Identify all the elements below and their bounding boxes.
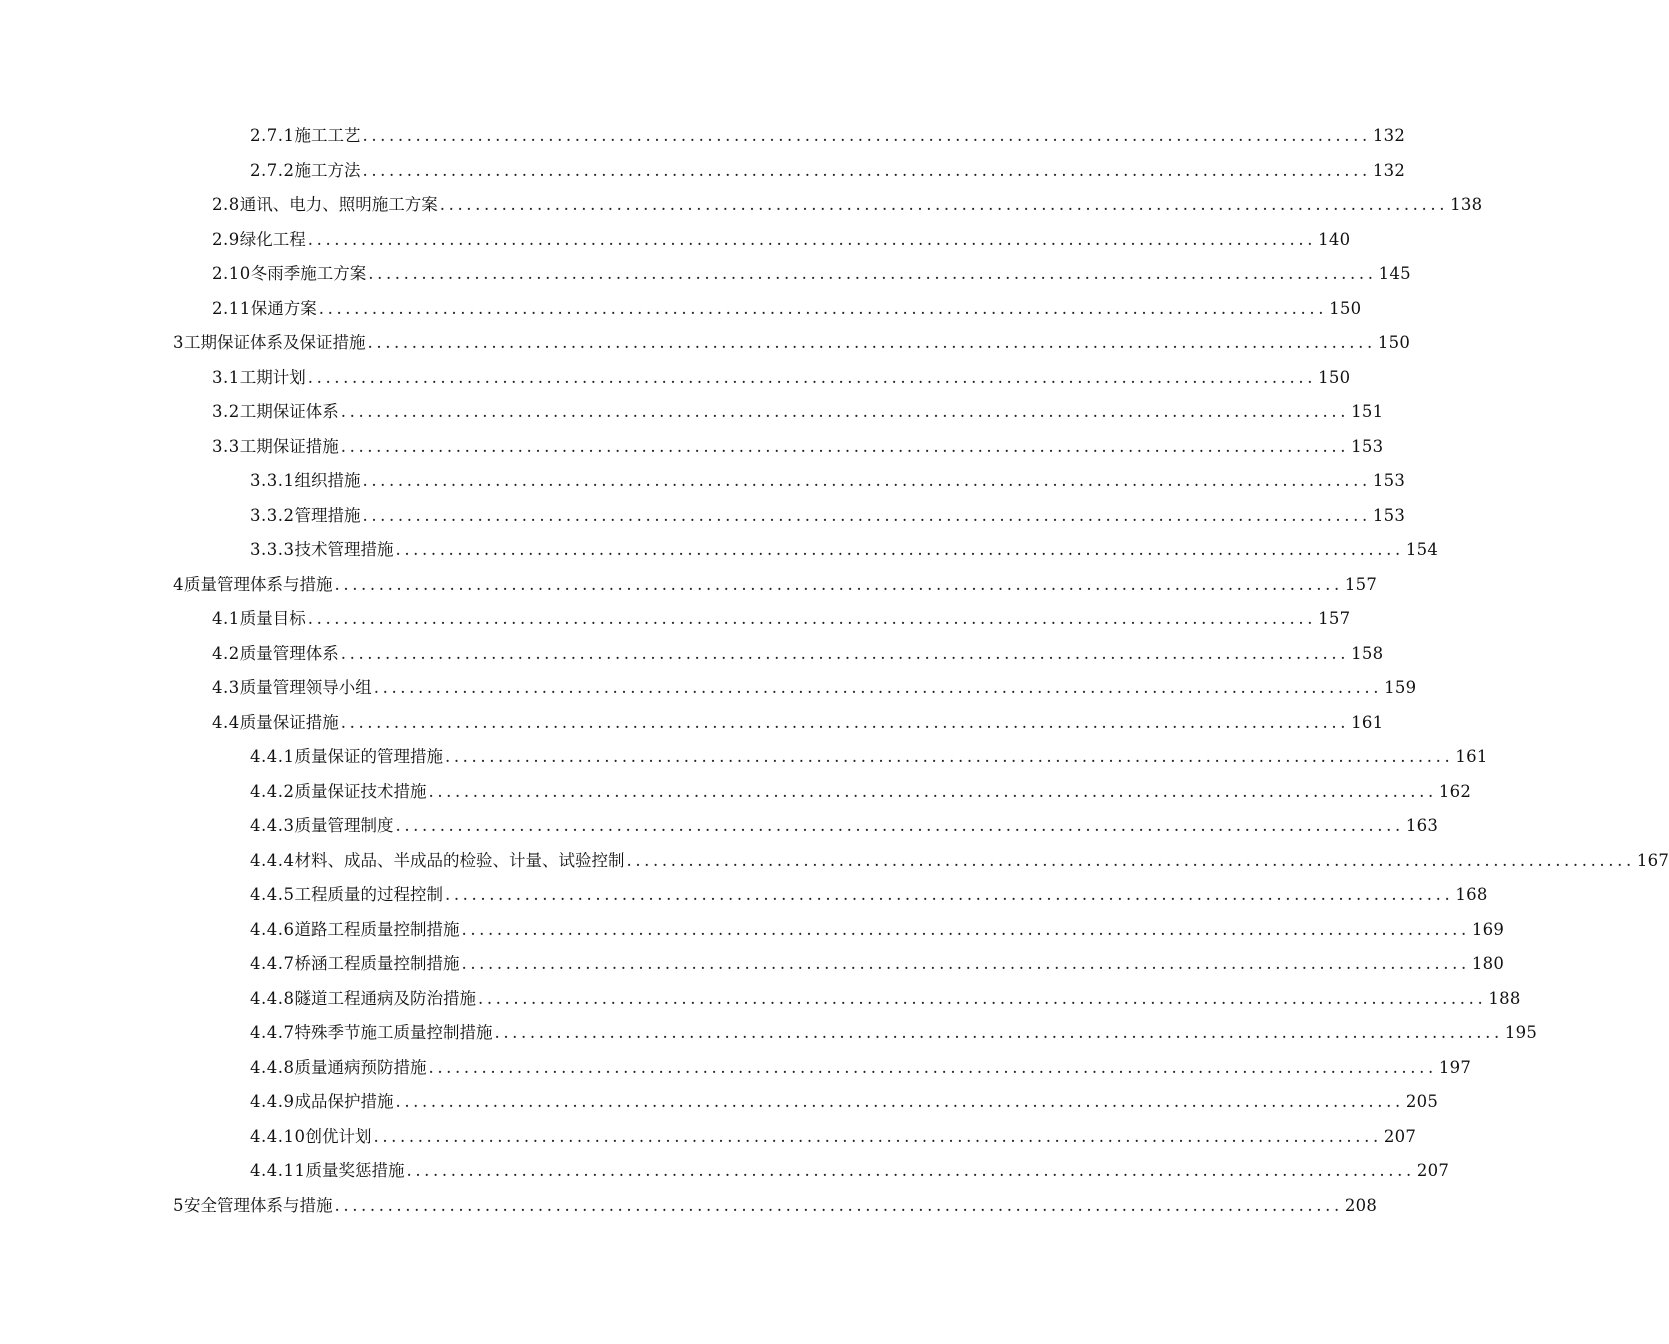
entry-page-number: 132 — [1372, 126, 1406, 145]
toc-entry[interactable] — [212, 363, 1351, 393]
entry-page-number: 153 — [1372, 506, 1406, 525]
entry-title: 材料、成品、半成品的检验、计量、试验控制 — [294, 851, 625, 870]
entry-page-number: 168 — [1455, 885, 1488, 904]
dot-leader: .................................................................................................................. — [318, 299, 1328, 318]
entry-title: 创优计划 — [305, 1127, 372, 1146]
entry-page-number: 140 — [1318, 230, 1351, 249]
dot-leader: .................................................................................................................. — [373, 1127, 1382, 1146]
entry-number: 4.3 — [212, 678, 240, 697]
entry-page-number: 157 — [1344, 575, 1378, 594]
toc-entry[interactable] — [173, 570, 1378, 600]
toc-entry[interactable] — [250, 1156, 1450, 1186]
entry-page-number: 205 — [1405, 1092, 1439, 1111]
entry-page-number: 132 — [1372, 161, 1406, 180]
toc-entry[interactable] — [250, 121, 1406, 151]
toc-entry[interactable] — [250, 1087, 1439, 1117]
entry-title: 特殊季节施工质量控制措施 — [294, 1023, 493, 1042]
toc-entry[interactable] — [212, 708, 1384, 738]
dot-leader: .................................................................................................................. — [362, 161, 1371, 180]
toc-entry[interactable] — [250, 1122, 1417, 1152]
entry-title: 管理措施 — [294, 506, 361, 525]
entry-page-number: 167 — [1636, 851, 1669, 870]
entry-page-number: 162 — [1438, 782, 1472, 801]
entry-title: 施工工艺 — [294, 126, 361, 145]
entry-page-number: 150 — [1318, 368, 1351, 387]
entry-number: 2.11 — [212, 299, 251, 318]
dot-leader: .................................................................................................................. — [373, 678, 1383, 697]
entry-page-number: 159 — [1384, 678, 1417, 697]
toc-entry[interactable] — [173, 328, 1411, 358]
entry-title: 工期计划 — [239, 368, 306, 387]
toc-entry[interactable] — [212, 432, 1384, 462]
toc-entry[interactable] — [212, 397, 1384, 427]
toc-entry[interactable] — [250, 156, 1406, 186]
toc-entry[interactable] — [212, 673, 1417, 703]
entry-page-number: 197 — [1438, 1058, 1472, 1077]
entry-title: 隧道工程通病及防治措施 — [294, 989, 476, 1008]
dot-leader: .................................................................................................................. — [444, 747, 1454, 766]
entry-number: 5 — [173, 1196, 184, 1215]
entry-title: 质量通病预防措施 — [294, 1058, 427, 1077]
toc-entry[interactable] — [250, 846, 1669, 876]
toc-entry[interactable] — [212, 604, 1351, 634]
entry-title: 通讯、电力、照明施工方案 — [239, 195, 438, 214]
entry-title: 成品保护措施 — [294, 1092, 394, 1111]
entry-page-number: 154 — [1405, 540, 1439, 559]
toc-entry[interactable] — [250, 811, 1439, 841]
dot-leader: .................................................................................................................. — [439, 195, 1449, 214]
entry-page-number: 207 — [1383, 1127, 1417, 1146]
toc-entry[interactable] — [212, 639, 1384, 669]
toc-entry[interactable] — [250, 742, 1488, 772]
entry-title: 工期保证体系及保证措施 — [184, 333, 366, 352]
dot-leader: .................................................................................................................. — [395, 1092, 1404, 1111]
toc-entry[interactable] — [212, 259, 1411, 289]
entry-page-number: 208 — [1344, 1196, 1378, 1215]
toc-entry[interactable] — [250, 915, 1505, 945]
entry-number: 2.10 — [212, 264, 251, 283]
entry-title: 质量保证的管理措施 — [294, 747, 443, 766]
entry-page-number: 150 — [1377, 333, 1411, 352]
entry-title: 技术管理措施 — [294, 540, 394, 559]
toc-entry[interactable] — [250, 949, 1505, 979]
entry-number: 4.1 — [212, 609, 240, 628]
entry-page-number: 163 — [1405, 816, 1439, 835]
entry-page-number: 158 — [1351, 644, 1384, 663]
entry-number: 3.3.3 — [250, 540, 295, 559]
toc-entry[interactable] — [212, 225, 1351, 255]
dot-leader: .................................................................................................................. — [307, 230, 1317, 249]
entry-page-number: 153 — [1372, 471, 1406, 490]
entry-number: 4.4.4 — [250, 851, 295, 870]
dot-leader: .................................................................................................................. — [307, 368, 1317, 387]
entry-number: 4.4.7 — [250, 1023, 295, 1042]
toc-entry[interactable] — [250, 984, 1521, 1014]
entry-number: 4.4.5 — [250, 885, 295, 904]
entry-number: 4.4.10 — [250, 1127, 306, 1146]
entry-number: 4.4.11 — [250, 1161, 306, 1180]
entry-number: 4.4.1 — [250, 747, 295, 766]
entry-number: 4.4.6 — [250, 920, 295, 939]
entry-number: 4.4.3 — [250, 816, 295, 835]
entry-title: 质量管理制度 — [294, 816, 394, 835]
entry-number: 4 — [173, 575, 184, 594]
entry-title: 道路工程质量控制措施 — [294, 920, 460, 939]
dot-leader: .................................................................................................................. — [362, 471, 1371, 490]
dot-leader: .................................................................................................................. — [334, 1196, 1343, 1215]
toc-entry[interactable] — [250, 880, 1488, 910]
entry-number: 3 — [173, 333, 184, 352]
entry-title: 绿化工程 — [239, 230, 306, 249]
entry-title: 质量目标 — [239, 609, 306, 628]
entry-title: 工期保证体系 — [239, 402, 339, 421]
dot-leader: .................................................................................................................. — [444, 885, 1454, 904]
entry-page-number: 180 — [1471, 954, 1505, 973]
dot-leader: .................................................................................................................. — [395, 816, 1404, 835]
entry-number: 4.2 — [212, 644, 240, 663]
entry-number: 3.3.2 — [250, 506, 295, 525]
dot-leader: .................................................................................................................. — [340, 713, 1350, 732]
entry-page-number: 161 — [1351, 713, 1384, 732]
toc-entry[interactable] — [212, 190, 1483, 220]
entry-number: 2.7.2 — [250, 161, 295, 180]
entry-number: 3.1 — [212, 368, 240, 387]
entry-title: 质量管理体系 — [239, 644, 339, 663]
entry-number: 4.4.9 — [250, 1092, 295, 1111]
entry-number: 4.4 — [212, 713, 240, 732]
entry-page-number: 150 — [1329, 299, 1362, 318]
dot-leader: .................................................................................................................. — [626, 851, 1635, 870]
entry-page-number: 207 — [1416, 1161, 1450, 1180]
entry-page-number: 169 — [1471, 920, 1505, 939]
entry-title: 工期保证措施 — [239, 437, 339, 456]
dot-leader: .................................................................................................................. — [362, 506, 1371, 525]
toc-entry[interactable] — [250, 535, 1439, 565]
entry-number: 2.7.1 — [250, 126, 295, 145]
dot-leader: .................................................................................................................. — [307, 609, 1317, 628]
dot-leader: .................................................................................................................. — [367, 333, 1376, 352]
dot-leader: .................................................................................................................. — [340, 402, 1350, 421]
dot-leader: .................................................................................................................. — [461, 954, 1470, 973]
toc-entry[interactable] — [250, 777, 1472, 807]
entry-page-number: 138 — [1450, 195, 1483, 214]
entry-title: 工程质量的过程控制 — [294, 885, 443, 904]
entry-page-number: 151 — [1351, 402, 1384, 421]
entry-number: 4.4.2 — [250, 782, 295, 801]
dot-leader: .................................................................................................................. — [461, 920, 1470, 939]
dot-leader: .................................................................................................................. — [340, 437, 1350, 456]
entry-page-number: 157 — [1318, 609, 1351, 628]
entry-title: 保通方案 — [250, 299, 317, 318]
entry-title: 桥涵工程质量控制措施 — [294, 954, 460, 973]
entry-number: 4.4.8 — [250, 989, 295, 1008]
entry-number: 4.4.7 — [250, 954, 295, 973]
dot-leader: .................................................................................................................. — [334, 575, 1343, 594]
dot-leader: .................................................................................................................. — [406, 1161, 1415, 1180]
entry-title: 质量管理体系与措施 — [184, 575, 333, 594]
toc-entry[interactable] — [250, 501, 1406, 531]
entry-page-number: 153 — [1351, 437, 1384, 456]
entry-title: 施工方法 — [294, 161, 361, 180]
entry-title: 质量保证措施 — [239, 713, 339, 732]
entry-number: 3.3 — [212, 437, 240, 456]
toc-entry[interactable] — [250, 1018, 1538, 1048]
entry-page-number: 145 — [1378, 264, 1411, 283]
entry-number: 2.8 — [212, 195, 240, 214]
dot-leader: .................................................................................................................. — [340, 644, 1350, 663]
entry-title: 质量奖惩措施 — [305, 1161, 405, 1180]
entry-page-number: 195 — [1504, 1023, 1538, 1042]
toc-entry[interactable] — [250, 466, 1406, 496]
entry-number: 3.2 — [212, 402, 240, 421]
dot-leader: .................................................................................................................. — [395, 540, 1404, 559]
dot-leader: .................................................................................................................. — [477, 989, 1487, 1008]
entry-page-number: 188 — [1488, 989, 1521, 1008]
toc-entry[interactable] — [250, 1053, 1472, 1083]
entry-title: 安全管理体系与措施 — [184, 1196, 333, 1215]
dot-leader: .................................................................................................................. — [494, 1023, 1503, 1042]
dot-leader: .................................................................................................................. — [368, 264, 1377, 283]
entry-title: 组织措施 — [294, 471, 361, 490]
entry-title: 质量管理领导小组 — [239, 678, 372, 697]
entry-page-number: 161 — [1455, 747, 1488, 766]
toc-entry[interactable] — [173, 1191, 1378, 1221]
dot-leader: .................................................................................................................. — [362, 126, 1371, 145]
dot-leader: .................................................................................................................. — [428, 782, 1437, 801]
toc-entry[interactable] — [212, 294, 1362, 324]
entry-number: 4.4.8 — [250, 1058, 295, 1077]
dot-leader: .................................................................................................................. — [428, 1058, 1437, 1077]
entry-title: 冬雨季施工方案 — [250, 264, 367, 283]
entry-title: 质量保证技术措施 — [294, 782, 427, 801]
entry-number: 3.3.1 — [250, 471, 295, 490]
entry-number: 2.9 — [212, 230, 240, 249]
